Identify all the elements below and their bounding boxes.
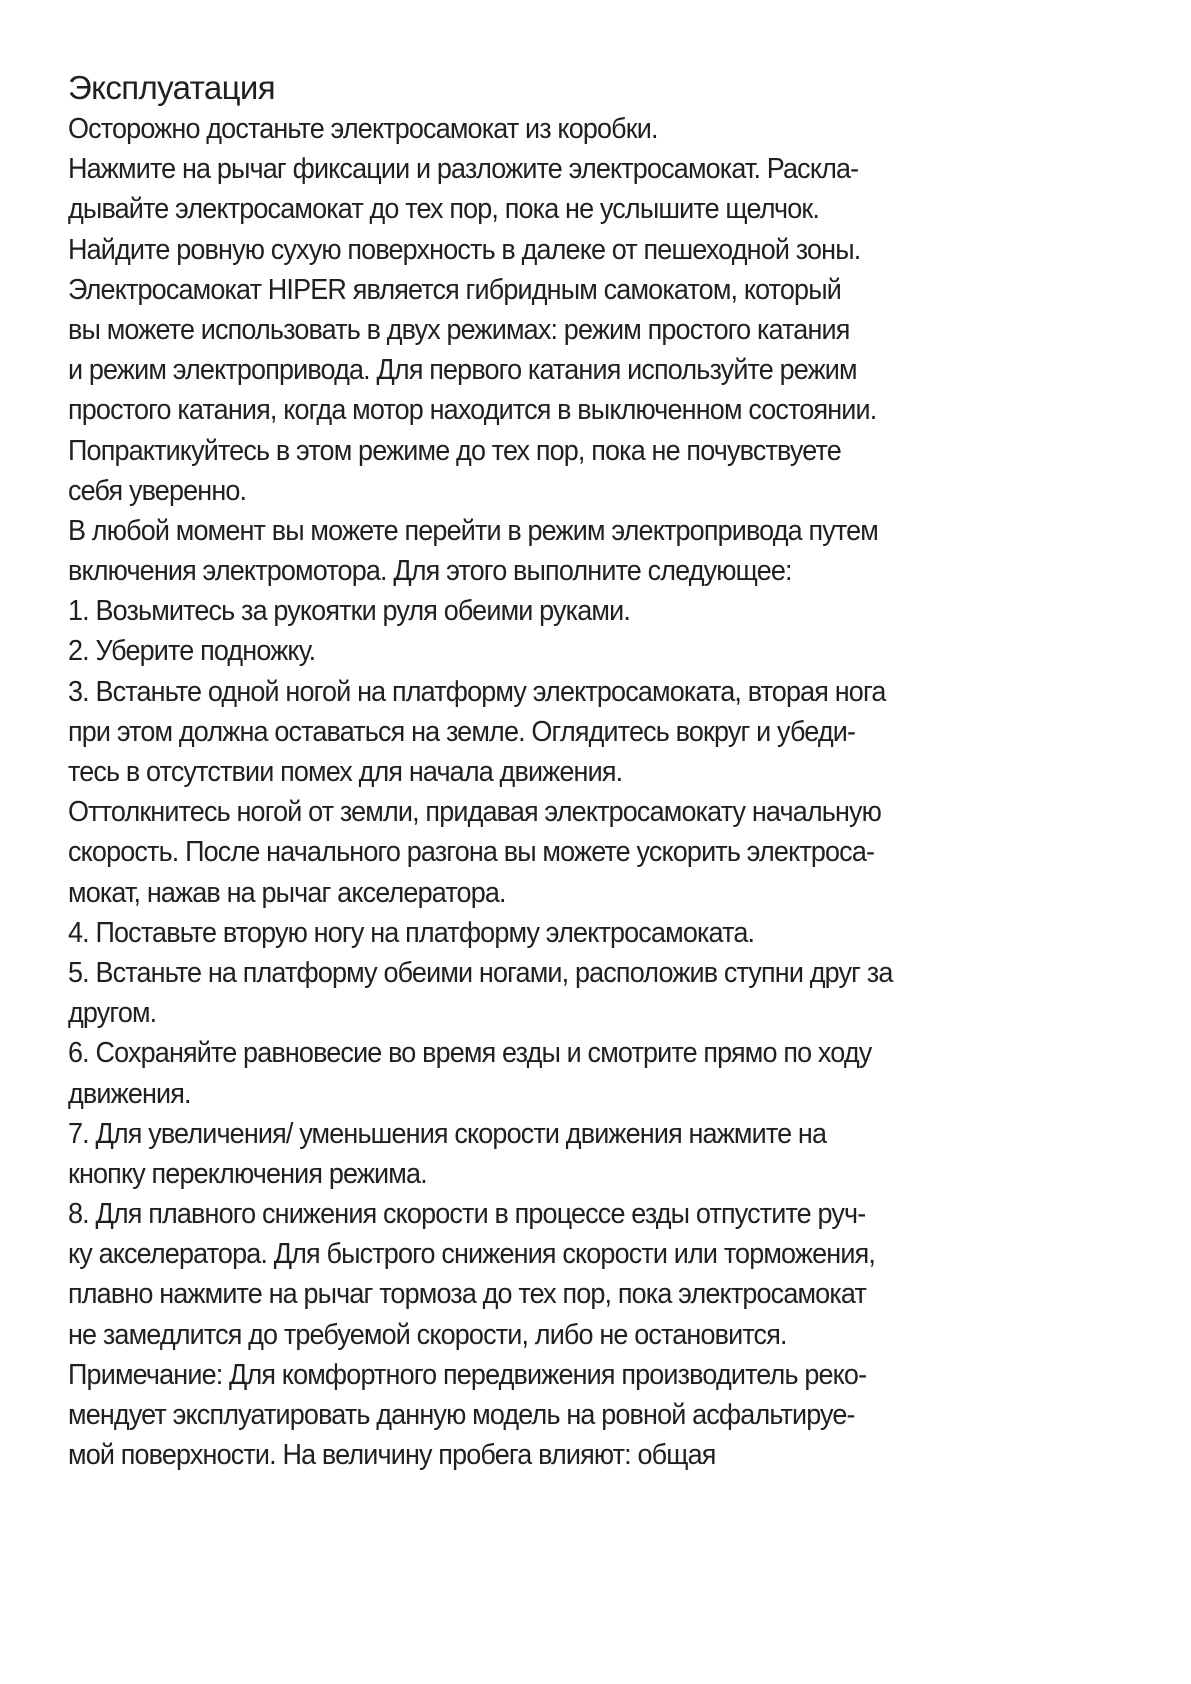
text-line: Нажмите на рычаг фиксации и разложите электросамокат. Раскла- xyxy=(68,153,859,186)
text-line: Примечание: Для комфортного передвижения производитель реко- xyxy=(68,1358,867,1391)
text-line: другом. xyxy=(68,997,157,1030)
text-line: движения. xyxy=(68,1077,191,1110)
text-line: простого катания, когда мотор находится в выключенном состоянии. xyxy=(68,394,877,427)
text-line: Найдите ровную сухую поверхность в далеке от пешеходной зоны. xyxy=(68,233,861,266)
text-line: 3. Встаньте одной ногой на платформу электросамоката, вторая нога xyxy=(68,675,886,708)
text-line: себя уверенно. xyxy=(68,474,247,507)
document-body xyxy=(68,109,955,1475)
text-line: 7. Для увеличения/ уменьшения скорости движения нажмите на xyxy=(68,1117,827,1150)
text-line: дывайте электросамокат до тех пор, пока не услышите щелчок. xyxy=(68,193,820,226)
text-line: В любой момент вы можете перейти в режим электропривода путем xyxy=(68,514,878,547)
text-line: Электросамокат HIPER является гибридным самокатом, который xyxy=(68,273,841,306)
text-line: вы можете использовать в двух режимах: режим простого катания xyxy=(68,313,850,346)
text-line: 2. Уберите подножку. xyxy=(68,635,316,668)
text-line: при этом должна оставаться на земле. Оглядитесь вокруг и убеди- xyxy=(68,715,856,748)
text-line: 6. Сохраняйте равновесие во время езды и смотрите прямо по ходу xyxy=(68,1037,872,1070)
text-line: кнопку переключения режима. xyxy=(68,1157,427,1190)
text-line: 4. Поставьте вторую ногу на платформу электросамоката. xyxy=(68,916,755,949)
text-line: тесь в отсутствии помех для начала движения. xyxy=(68,756,623,788)
text-line: ку акселератора. Для быстрого снижения скорости или торможения, xyxy=(68,1238,875,1271)
text-line: скорость. После начального разгона вы можете ускорить электроса- xyxy=(68,836,875,869)
text-line: и режим электропривода. Для первого катания используйте режим xyxy=(68,354,857,387)
text-line: включения электромотора. Для этого выполните следующее: xyxy=(68,555,792,588)
text-line: Попрактикуйтесь в этом режиме до тех пор, пока не почувствуете xyxy=(68,434,841,467)
text-line: мендует эксплуатировать данную модель на ровной асфальтируе- xyxy=(68,1399,855,1431)
text-line: мокат, нажав на рычаг акселератора. xyxy=(68,876,506,909)
text-line: Осторожно достаньте электросамокат из коробки. xyxy=(68,113,658,145)
text-line: 8. Для плавного снижения скорости в процессе езды отпустите руч- xyxy=(68,1198,866,1231)
section-heading: Эксплуатация xyxy=(68,69,276,106)
text-line: мой поверхности. На величину пробега влияют: общая xyxy=(68,1439,716,1472)
text-line: плавно нажмите на рычаг тормоза до тех пор, пока электросамокат xyxy=(68,1278,866,1311)
text-line: 5. Встаньте на платформу обеими ногами, расположив ступни друг за xyxy=(68,956,893,989)
text-line: Оттолкнитесь ногой от земли, придавая электросамокату начальную xyxy=(68,796,882,829)
text-line: 1. Возьмитесь за рукоятки руля обеими руками. xyxy=(68,595,630,628)
text-line: не замедлится до требуемой скорости, либо не остановится. xyxy=(68,1318,787,1351)
